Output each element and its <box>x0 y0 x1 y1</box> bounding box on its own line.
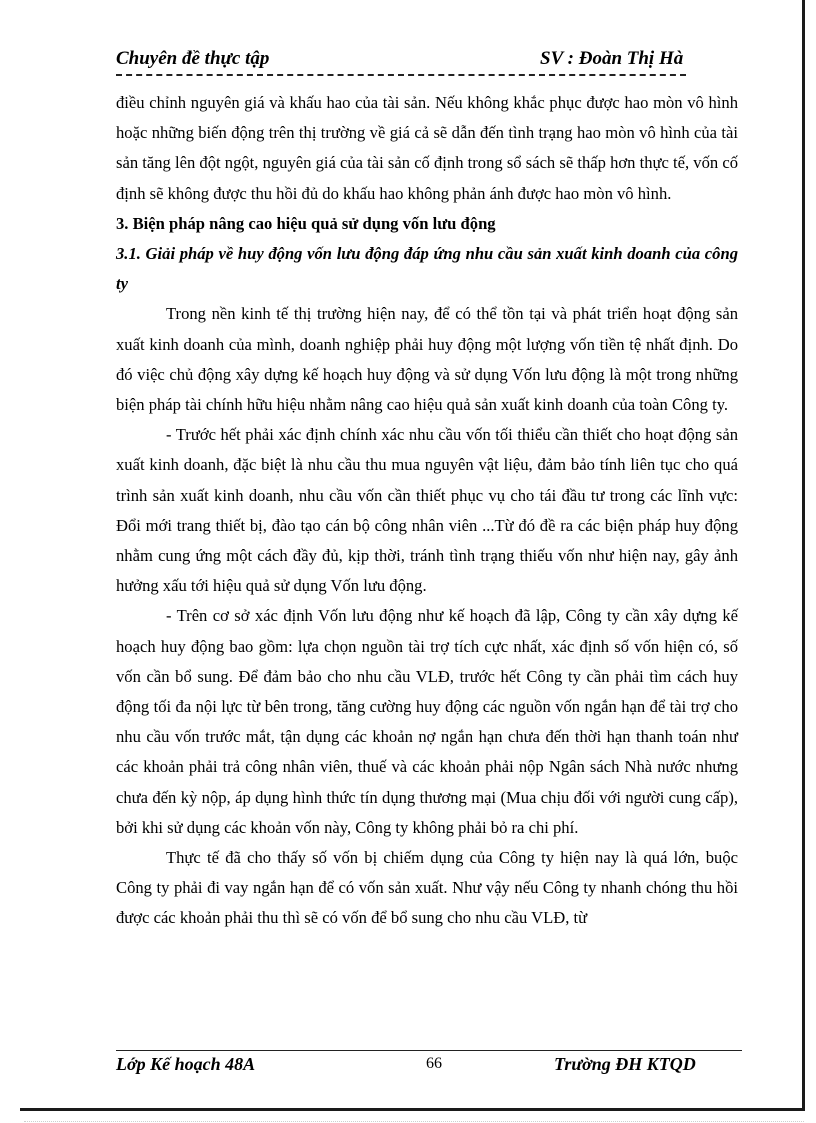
page-header <box>116 48 736 74</box>
footer-class: Lớp Kế hoạch 48A <box>116 1054 256 1074</box>
paragraph: - Trước hết phải xác định chính xác nhu cầu vốn tối thiểu cần thiết cho hoạt động sản xuất kinh doanh, đặc biệt là nhu cầu thu mua nguyên vật liệu, đảm bảo tính liên tục cho quá trình sản xuất kinh doanh, nhu cầu vốn cần thiết phục vụ cho tái đầu tư trong các lĩnh vực: Đổi mới trang thiết bị, đào tạo cán bộ công nhân viên ...Từ đó đề ra các biện pháp huy động nhằm cung ứng một cách đầy đủ, kịp thời, tránh tình trạng thiếu vốn như hiện nay, gây ảnh hưởng xấu tới hiệu quả sử dụng Vốn lưu động. <box>116 425 738 596</box>
paragraph: - Trên cơ sở xác định Vốn lưu động như kế hoạch đã lập, Công ty cần xây dựng kế hoạch huy động bao gồm: lựa chọn nguồn tài trợ tích cực nhất, xác định số vốn hiện có, số vốn cần bổ sung. Để đảm bảo cho nhu cầu VLĐ, trước hết Công ty cần phải tìm cách huy động tối đa nội lực từ bên trong, tăng cường huy động các nguồn vốn ngắn hạn để tài trợ cho nhu cầu vốn trước mắt, tận dụng các khoản nợ ngắn hạn chưa đến thời hạn thanh toán như các khoản phải trả công nhân viên, thuế và các khoản phải nộp Ngân sách Nhà nước nhưng chưa đến kỳ nộp, áp dụng hình thức tín dụng thương mại (Mua chịu đối với người cung cấp), bởi khi sử dụng các khoản vốn này, Công ty không phải bỏ ra chi phí. <box>116 606 738 837</box>
page-footer <box>116 1054 742 1078</box>
paragraph: Thực tế đã cho thấy số vốn bị chiếm dụng của Công ty hiện nay là quá lớn, buộc Công ty phải đi vay ngắn hạn để có vốn sản xuất. Như vậy nếu Công ty nhanh chóng thu hồi được các khoản phải thu thì sẽ có vốn để bổ sung cho nhu cầu VLĐ, từ <box>116 848 738 928</box>
page-edge-dots <box>24 1121 804 1122</box>
header-title: Chuyên đề thực tập <box>116 48 270 69</box>
footer-divider <box>116 1050 742 1051</box>
page-border-bottom <box>20 1108 805 1111</box>
header-author: SV : Đoàn Thị Hà <box>540 48 684 69</box>
subsection-heading: 3.1. Giải pháp về huy động vốn lưu động đáp ứng nhu cầu sản xuất kinh doanh của công ty <box>116 244 738 294</box>
footer-school: Trường ĐH KTQD <box>554 1054 696 1074</box>
section-heading: 3. Biện pháp nâng cao hiệu quả sử dụng vốn lưu động <box>116 213 496 233</box>
paragraph-continuation: điều chỉnh nguyên giá và khấu hao của tài sản. Nếu không khắc phục được hao mòn vô hình hoặc những biến động trên thị trường về giá cả sẽ dẫn đến tình trạng hao mòn vô hình của tài sản tăng lên đột ngột, nguyên giá của tài sản cố định trong sổ sách sẽ thấp hơn thực tế, vốn cố định sẽ không được thu hồi đủ do khấu hao không phản ánh được hao mòn vô hình. <box>116 93 738 203</box>
header-divider <box>116 74 686 76</box>
paragraph: Trong nền kinh tế thị trường hiện nay, để có thể tồn tại và phát triển hoạt động sản xuất kinh doanh của mình, doanh nghiệp phải huy động một lượng vốn tiền tệ nhất định. Do đó việc chủ động xây dựng kế hoạch huy động và sử dụng Vốn lưu động là một trong những biện pháp tài chính hữu hiệu nhằm nâng cao hiệu quả sản xuất kinh doanh của toàn Công ty. <box>116 304 738 415</box>
page-number: 66 <box>426 1055 442 1072</box>
document-body <box>116 88 738 934</box>
page-border-right <box>802 0 805 1108</box>
